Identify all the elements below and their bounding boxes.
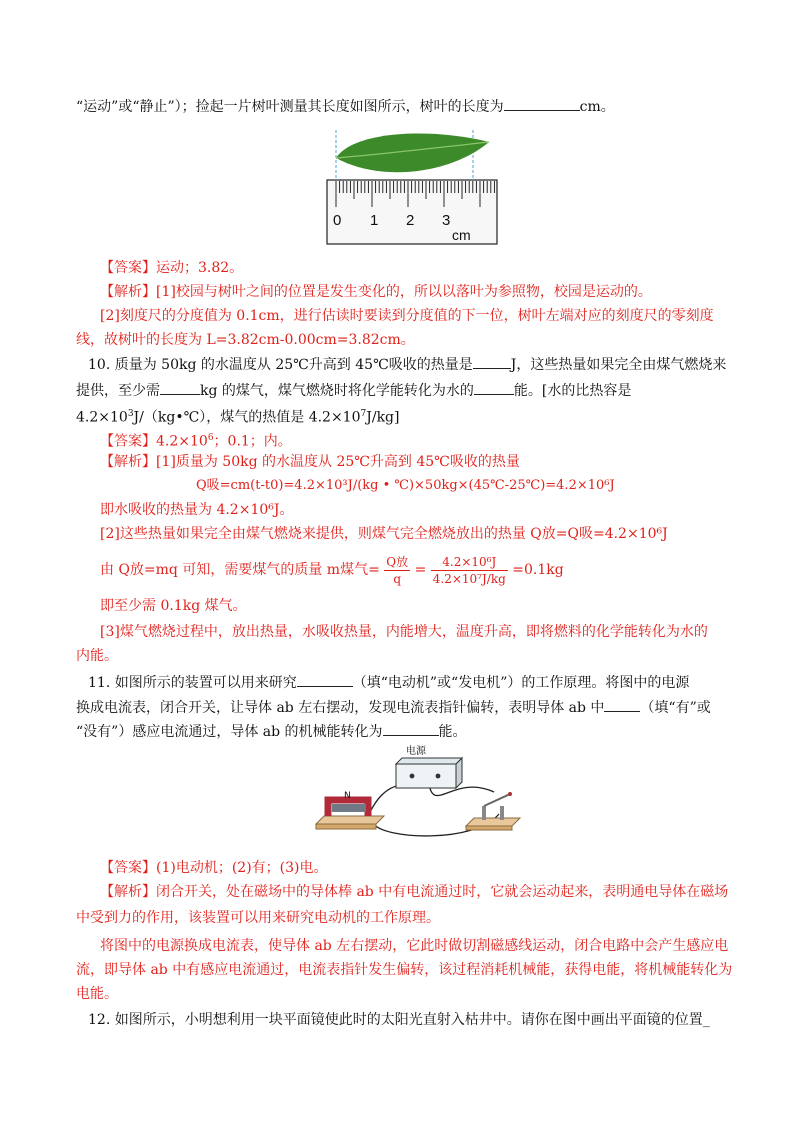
ruler-tick-label-0: 0 <box>333 212 342 229</box>
q11-text: （填“有”或 <box>640 700 711 716</box>
ruler-tick-label-2: 2 <box>406 212 415 229</box>
q11-analysis-line5: 电能。 <box>76 986 118 1002</box>
answer-tag: 【答案】 <box>100 433 156 450</box>
answer-blank <box>473 354 511 369</box>
q11-text: （填“电动机”或“发电机”）的工作原理。将图中的电源 <box>352 675 690 691</box>
answer-text: ；0.1；内。 <box>213 433 292 450</box>
answer-blank <box>474 380 514 395</box>
q11-analysis-line1 <box>100 882 728 902</box>
q10-text: 能。[水的比热容是 <box>513 383 632 399</box>
q10-line2 <box>76 380 631 401</box>
q10-answer <box>100 428 292 452</box>
fraction-numeric <box>431 554 508 587</box>
q11-analysis-line3: 将图中的电源换成电流表，使导体 ab 左右摆动，它此时做切割磁感线运动，闭合电路中会产生感应电 <box>100 938 729 954</box>
ruler-tick-label-1: 1 <box>370 212 379 229</box>
power-supply-label: 电源 <box>406 746 426 757</box>
circuit-figure <box>314 744 524 844</box>
q9-analysis-line3: 线，故树叶的长度为 L=3.82cm-0.00cm=3.82cm。 <box>76 332 415 348</box>
fraction-denominator: 4.2×10⁷J/kg <box>432 571 506 586</box>
q11-line1 <box>88 672 689 693</box>
q9-analysis-line2: [2]刻度尺的分度值为 0.1cm，进行估读时要读到分度值的下一位，树叶左端对应的刻度尺的零刻度 <box>100 308 714 324</box>
analysis-tag: 【解析】 <box>100 884 156 900</box>
answer-text: 4.2×10 <box>156 433 208 450</box>
q10-analysis-line5: 即至少需 0.1kg 煤气。 <box>100 598 247 614</box>
analysis-text: [1]质量为 50kg 的水温度从 25℃升高到 45℃吸收的热量 <box>156 454 520 470</box>
q10-text: 提供，至少需 <box>76 383 160 399</box>
leaf-shape <box>336 134 489 173</box>
ruler-leaf-figure <box>324 128 500 246</box>
q10-text: J/kg] <box>366 409 400 426</box>
q9-tail-unit: cm。 <box>579 99 615 115</box>
fraction-denominator: q <box>393 571 402 586</box>
q11-text: “没有”）感应电流通过，导体 ab 的机械能转化为 <box>76 724 383 740</box>
superscript: 6 <box>207 433 214 443</box>
q10-text: 4.2×10 <box>76 409 128 426</box>
superscript: 7 <box>360 409 367 419</box>
fraction-numerator: Q放 <box>386 554 409 569</box>
ruler-unit-label: cm <box>452 227 471 243</box>
q11-text: 11. 如图所示的装置可以用来研究 <box>88 675 297 691</box>
q10-text: 10. 质量为 50kg 的水温度从 25℃升高到 45℃吸收的热量是 <box>88 357 473 373</box>
answer-blank <box>604 697 640 712</box>
analysis-text: 由 Q放=mq 可知，需要煤气的质量 m煤气= <box>100 562 380 578</box>
q9-tail-line <box>76 96 615 117</box>
q11-line2 <box>76 697 711 718</box>
q10-line3 <box>76 404 399 428</box>
q10-analysis-line2: 即水吸收的热量为 4.2×10⁶J。 <box>100 502 294 518</box>
q10-line1 <box>88 354 726 375</box>
q12-line1: 12. 如图所示，小明想利用一块平面镜使此时的太阳光直射入枯井中。请你在图中画出平面镜的位置_ <box>88 1012 710 1028</box>
q9-analysis-line1 <box>100 282 652 302</box>
magnet-pole-label: N <box>344 791 351 801</box>
answer-text: (1)电动机；(2)有；(3)电。 <box>156 860 328 876</box>
fraction-symbolic <box>384 554 410 587</box>
answer-tag: 【答案】 <box>100 260 156 276</box>
q10-analysis-line3: [2]这些热量如果完全由煤气燃烧来提供，则煤气完全燃烧放出的热量 Q放=Q吸=4.2×10⁶J <box>100 526 668 542</box>
analysis-text: 闭合开关，处在磁场中的导体棒 ab 中有电流通过时，它就会运动起来，表明通电导体在磁场 <box>156 884 729 900</box>
analysis-tag: 【解析】 <box>100 454 156 470</box>
q11-text: 能。 <box>438 724 467 740</box>
answer-tag: 【答案】 <box>100 860 156 876</box>
analysis-tag: 【解析】 <box>100 284 156 300</box>
answer-blank <box>383 721 439 736</box>
q10-analysis-line1 <box>100 452 520 472</box>
q11-analysis-line2: 中受到力的作用，该装置可以用来研究电动机的工作原理。 <box>76 910 440 926</box>
q10-text: kg 的煤气，煤气燃烧时将化学能转化为水的 <box>200 383 474 399</box>
q10-analysis-line6: [3]煤气燃烧过程中，放出热量，水吸收热量，内能增大，温度升高，即将燃料的化学能转化为水的 <box>100 624 708 640</box>
answer-blank <box>297 672 353 687</box>
q11-text: 换成电流表，闭合开关，让导体 ab 左右摆动，发现电流表指针偏转，表明导体 ab 中 <box>76 700 605 716</box>
magnet-setup <box>316 791 384 829</box>
q10-text: J，这些热量如果完全由煤气燃烧来 <box>510 357 727 373</box>
ruler-leaf-svg <box>324 128 500 246</box>
q11-answer <box>100 858 328 878</box>
q11-line3 <box>76 721 467 742</box>
switch-setup <box>466 792 520 830</box>
power-supply <box>396 744 462 788</box>
analysis-text: =0.1kg <box>512 562 564 578</box>
q10-analysis-line4: 由 Q放=mq 可知，需要煤气的质量 m煤气= $\frac{\text{Q放}}{q}$ = $\frac{\text{4.2×10⁶J}}{\text{4.2×10⁷J/kg}}$ =0.1kg <box>100 554 564 586</box>
answer-blank <box>504 96 580 111</box>
q10-equation-1: Q吸=cm(t-t0)=4.2×10³J/(kg • ℃)×50kg×(45℃-25℃)=4.2×10⁶J <box>196 478 615 493</box>
q10-text: J/（kg•℃），煤气的热值是 4.2×10 <box>133 409 361 426</box>
fraction-numerator: 4.2×10⁶J <box>431 554 508 571</box>
q10-analysis-line7: 内能。 <box>76 648 118 664</box>
analysis-text: [1]校园与树叶之间的位置是发生变化的，所以以落叶为参照物，校园是运动的。 <box>156 284 652 300</box>
q11-analysis-line4: 流，即导体 ab 中有感应电流通过，电流表指针发生偏转，该过程消耗机械能，获得电能，将机械能转化为 <box>76 962 733 978</box>
ruler-tick-label-3: 3 <box>442 212 451 229</box>
q9-tail-text: “运动”或“静止”）；捡起一片树叶测量其长度如图所示，树叶的长度为 <box>76 99 504 115</box>
superscript: 3 <box>127 409 134 419</box>
answer-text: 运动；3.82。 <box>156 260 244 276</box>
q9-answer <box>100 258 243 278</box>
answer-blank <box>160 380 200 395</box>
circuit-svg <box>314 744 524 844</box>
